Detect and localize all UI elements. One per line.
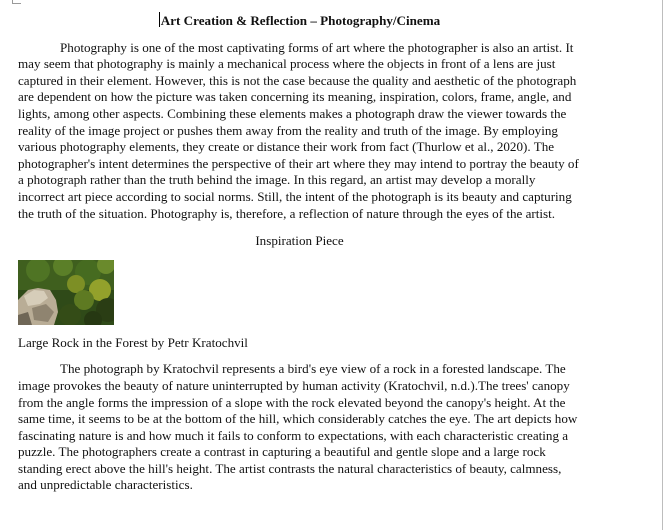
title-text: Art Creation & Reflection – Photography/Cinema [160, 13, 441, 28]
page-corner-mark [12, 0, 21, 4]
text-cursor [159, 12, 160, 27]
paragraph-analysis[interactable]: The photograph by Kratochvil represents a bird's eye view of a rock in a forested landscape. The image provokes the beauty of nature uninterrupted by human activity (Kratochvil, n.d.).The trees' canopy from the angle forms the impression of a slope with the rock elevated beyond the canopy's height. At the same time, it seems to be at the bottom of the hill, which considerably catches the eye. The art depicts how fascinating nature is and how much it fails to conform to expectations, with each characteristic creating a puzzle. The photographers create a contrast in capturing a beautiful and gentle slope and a large rock standing erect above the hill's height. The artist contrasts the natural characteristics of beauty, calmness, and unpredictable characteristics. [18, 361, 578, 493]
document-body[interactable] [18, 12, 581, 494]
forest-rock-photo[interactable] [18, 260, 114, 325]
page-edge [662, 0, 663, 530]
document-title[interactable] [18, 12, 581, 30]
image-caption[interactable]: Large Rock in the Forest by Petr Kratochvil [18, 334, 248, 350]
inspiration-heading[interactable]: Inspiration Piece [255, 233, 344, 249]
paragraph-intro[interactable]: Photography is one of the most captivating forms of art where the photographer is also an artist. It may seem that photography is mainly a mechanical process where the objects in front of a lens are just captured in their element. However, this is not the case because the quality and aesthetic of the photograph are dependent on how the picture was taken concerning its meaning, inspiration, colors, frame, angle, and lights, among other aspects. Combining these elements makes a photograph draw the viewer towards the reality of the image project or pushes them away from the reality and truth of the image. By employing various photography elements, they create or distance their work from fact (Thurlow et al., 2020). The photographer's intent determines the perspective of their art where they may intend to portray the beauty of a photograph rather than the truth behind the image. In this regard, an artist may develop a morally incorrect art piece according to social norms. Still, the intent of the photograph is its beauty and capturing the truth of the situation. Photography is, therefore, a reflection of nature through the eyes of the artist. [18, 39, 579, 221]
